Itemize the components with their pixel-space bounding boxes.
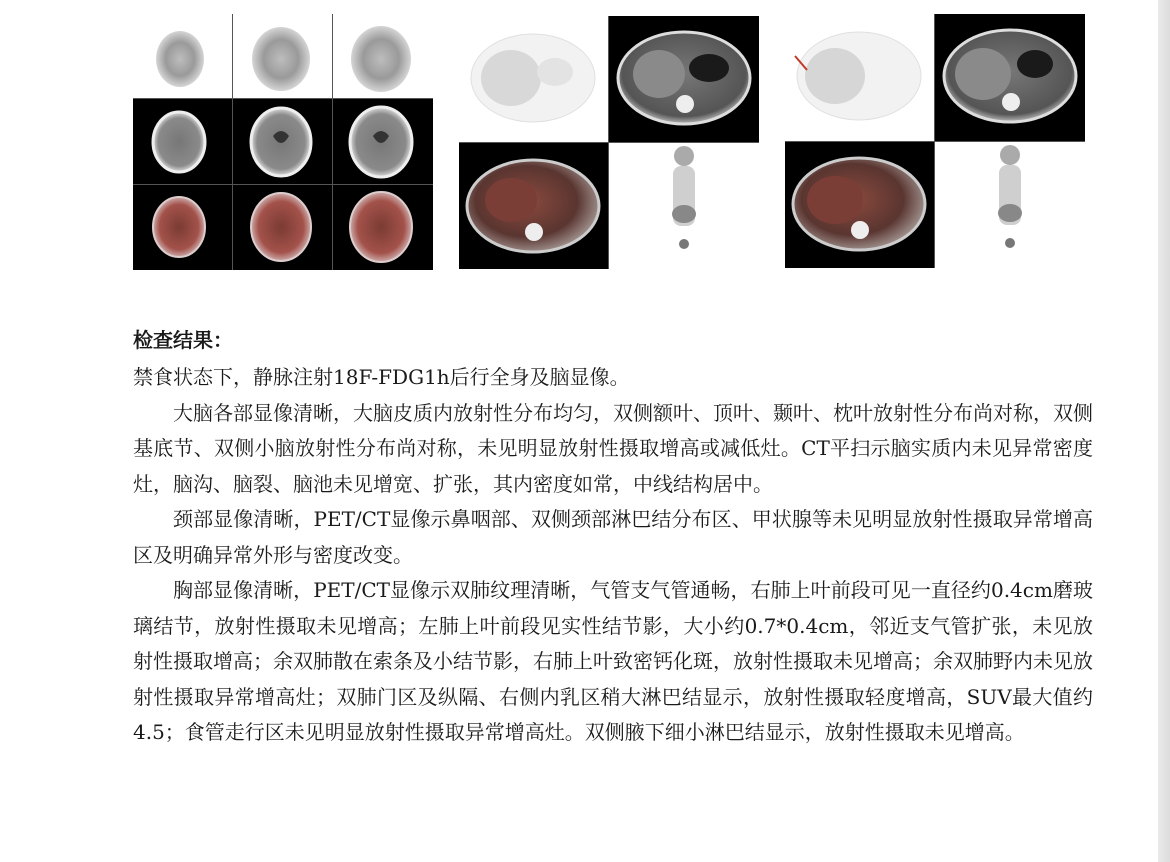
abdomen-pet-ct-panel-2 [785, 14, 1085, 268]
abdomen-scan-grid-icon [459, 16, 759, 269]
report-paragraph-brain: 大脑各部显像清晰，大脑皮质内放射性分布均匀，双侧额叶、顶叶、颞叶、枕叶放射性分布尚对称，双侧基底节、双侧小脑放射性分布尚对称，未见明显放射性摄取增高或减低灶。CT平扫示脑实质内未见异常密度灶，脑沟、脑裂、脑池未见增宽、扩张，其内密度如常，中线结构居中。 [133, 400, 1093, 496]
report-intro: 禁食状态下，静脉注射18F-FDG1h后行全身及脑显像。 [133, 365, 630, 389]
report-paragraph-neck: 颈部显像清晰，PET/CT显像示鼻咽部、双侧颈部淋巴结分布区、甲状腺等未见明显放射性摄取异常增高区及明确异常外形与密度改变。 [133, 507, 1093, 567]
page-edge-shadow [1158, 0, 1170, 862]
brain-pet-ct-panel [133, 14, 433, 270]
abdomen-scan-grid-icon [785, 14, 1085, 268]
brain-scan-grid-icon [133, 14, 433, 270]
abdomen-pet-ct-panel-1 [459, 16, 759, 269]
report-section [133, 324, 1093, 751]
report-heading: 检查结果： [133, 328, 233, 352]
report-paragraph-chest: 胸部显像清晰，PET/CT显像示双肺纹理清晰，气管支气管通畅，右肺上叶前段可见一直径约0.4cm磨玻璃结节，放射性摄取未见增高；左肺上叶前段见实性结节影，大小约0.7*0.4cm，邻近支气管扩张，未见放射性摄取增高；余双肺散在索条及小结节影，右肺上叶致密钙化斑，放射性摄取未见增高；余双肺野内未见放射性摄取异常增高灶；双肺门区及纵隔、右侧内乳区稍大淋巴结显示，放射性摄取轻度增高，SUV最大值约4.5；食管走行区未见明显放射性摄取异常增高灶。双侧腋下细小淋巴结显示，放射性摄取未见增高。 [133, 578, 1093, 744]
